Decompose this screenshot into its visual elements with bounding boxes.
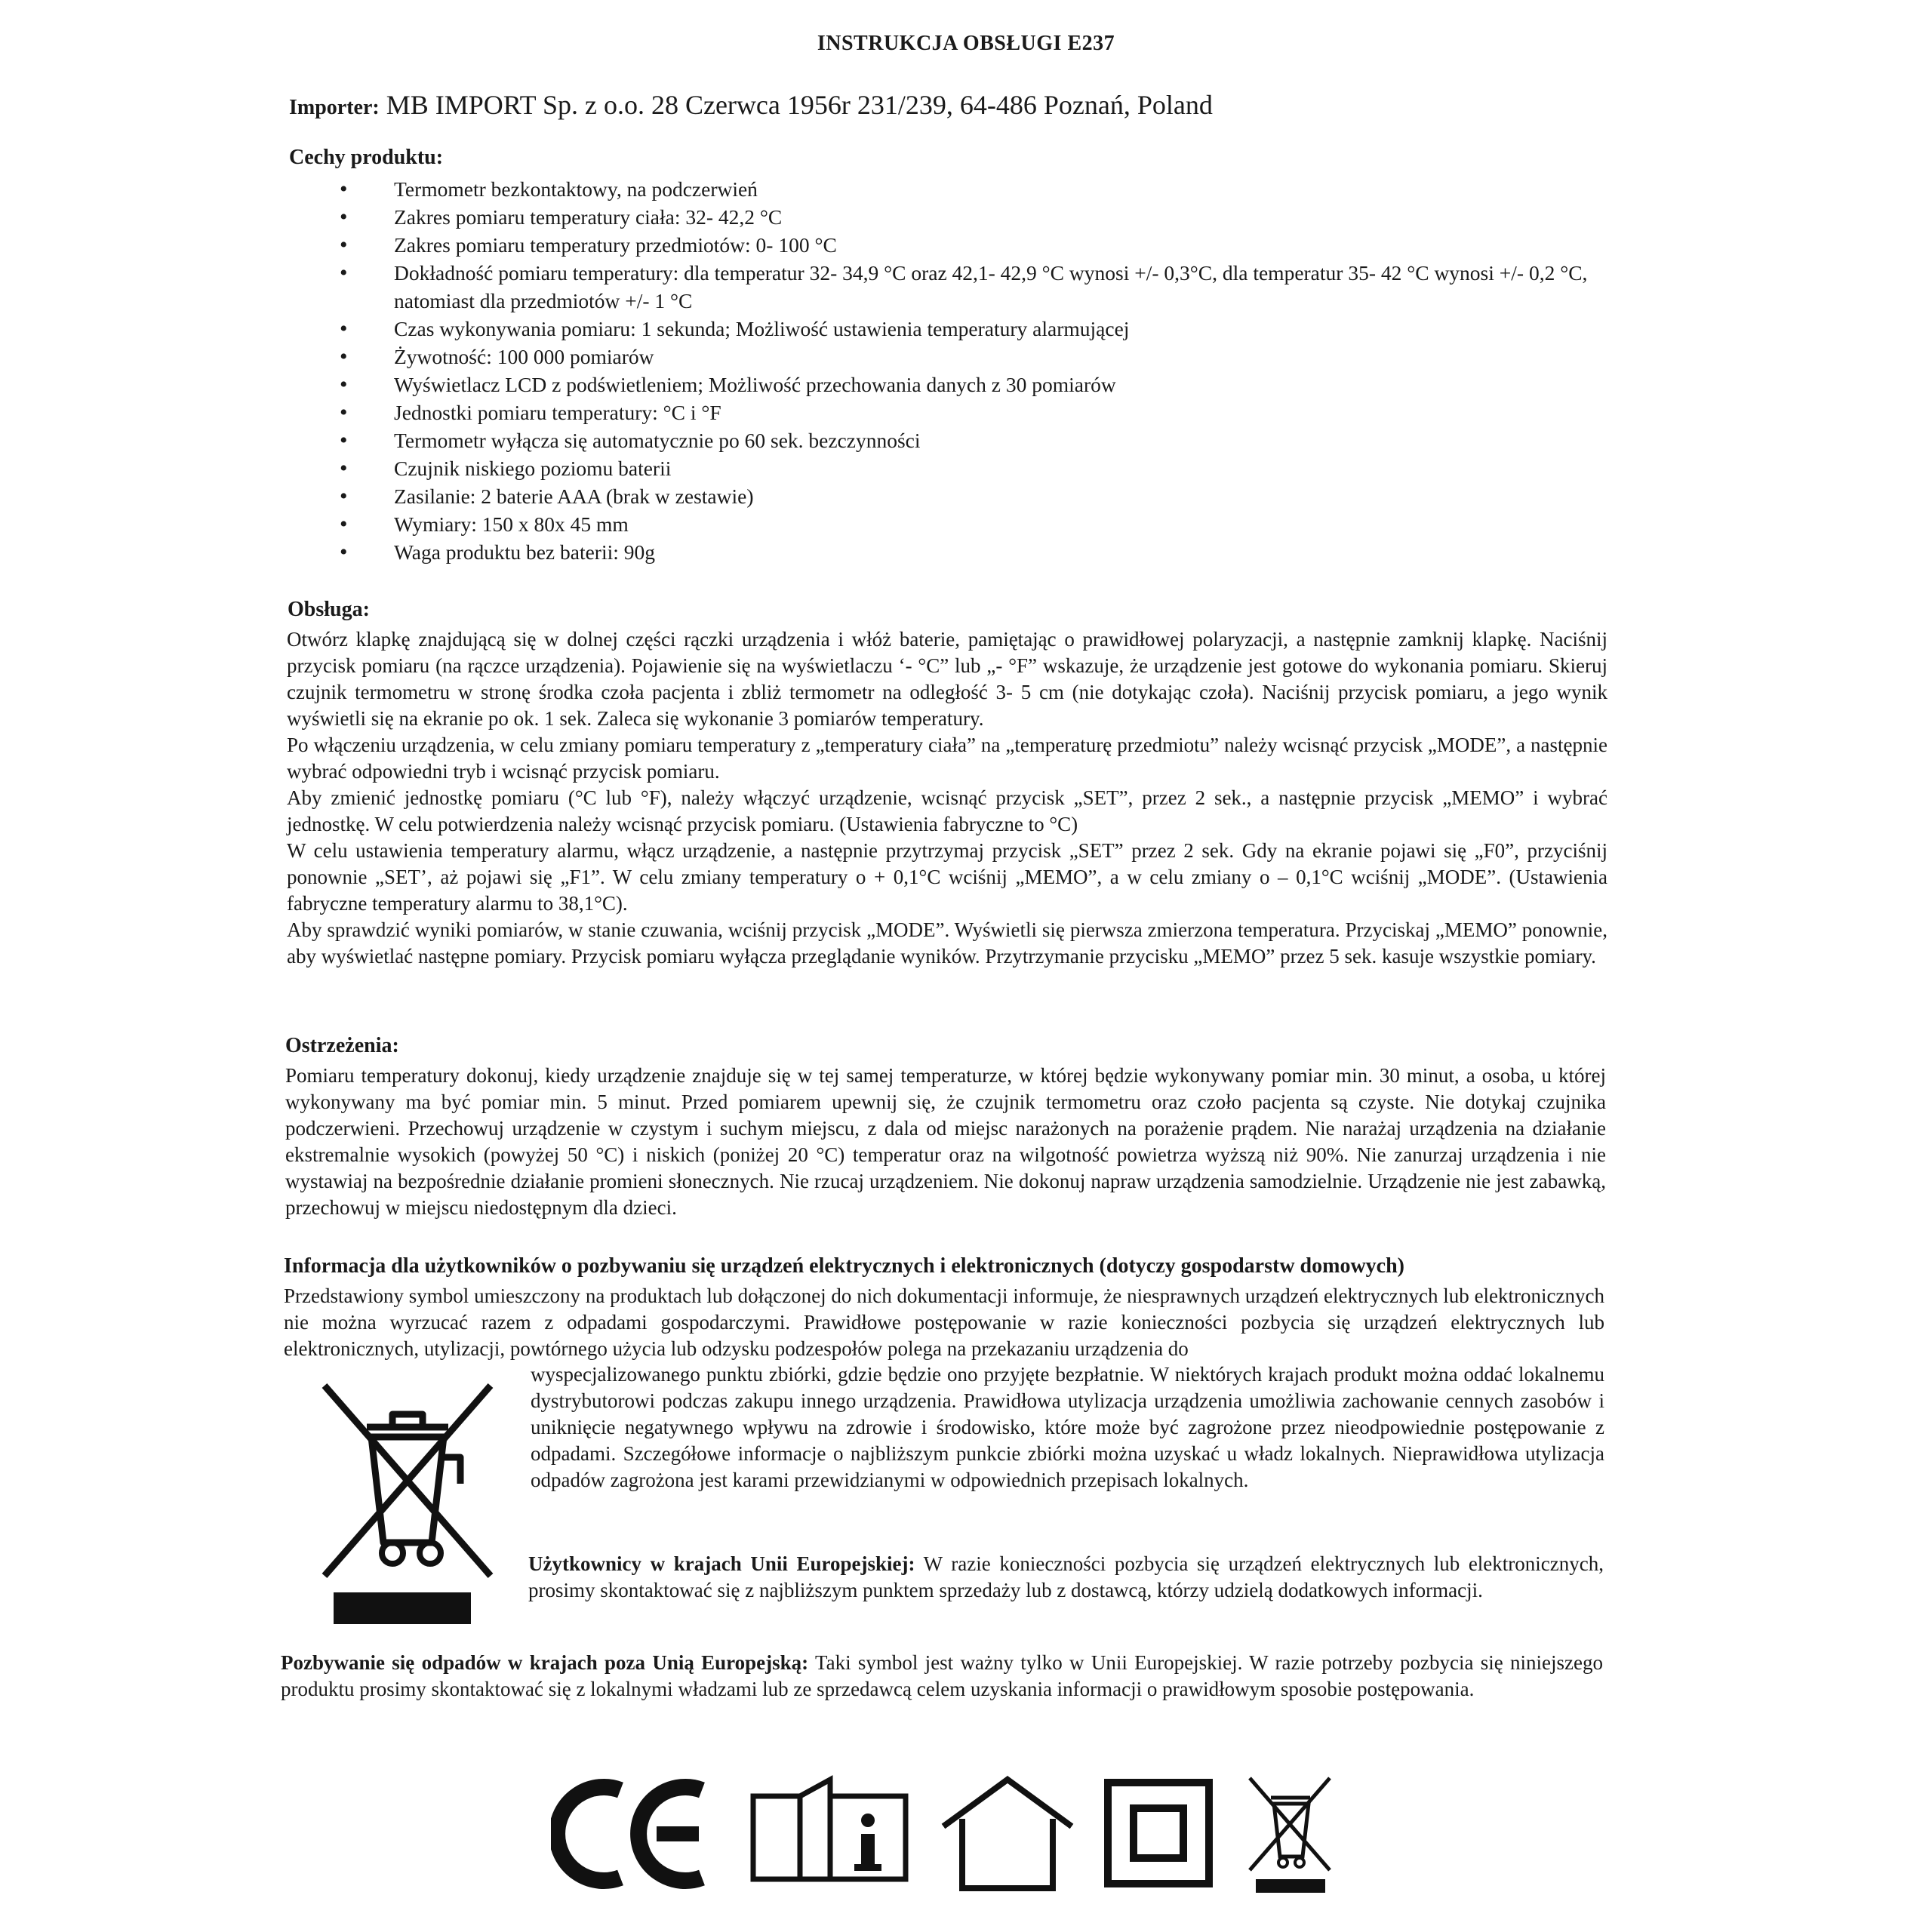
feature-item: • Waga produktu bez baterii: 90g xyxy=(340,538,1615,566)
eu-users-label: Użytkownicy w krajach Unii Europejskiej: xyxy=(528,1552,915,1575)
feature-item: • Zasilanie: 2 baterie AAA (brak w zestawie) xyxy=(340,482,1615,510)
informacja-heading: Informacja dla użytkowników o pozbywaniu się urządzeń elektrycznych i elektronicznych (dotyczy gospodarstw domowych) xyxy=(284,1254,1404,1278)
feature-item: • Wyświetlacz LCD z podświetleniem; Możliwość przechowania danych z 30 pomiarów xyxy=(340,371,1615,398)
feature-item: • Wymiary: 150 x 80x 45 mm xyxy=(340,510,1615,538)
eu-users-paragraph xyxy=(528,1551,1604,1604)
feature-item: • Dokładność pomiaru temperatury: dla temperatur 32- 34,9 °C oraz 42,1- 42,9 °C wynosi +/- 0,3°C, dla temperatur 35- 42 °C wynosi +/- 0,2 °C, natomiast dla przedmiotów +/- 1 °C xyxy=(340,259,1615,315)
feature-item: • Zakres pomiaru temperatury przedmiotów: 0- 100 °C xyxy=(340,231,1615,259)
importer-value: MB IMPORT Sp. z o.o. 28 Czerwca 1956r 231/239, 64-486 Poznań, Poland xyxy=(379,90,1213,120)
compliance-symbols xyxy=(543,1774,1343,1894)
feature-item: • Zakres pomiaru temperatury ciała: 32- 42,2 °C xyxy=(340,203,1615,231)
feature-item: • Czujnik niskiego poziomu baterii xyxy=(340,454,1615,482)
obsluga-paragraph: Aby sprawdzić wyniki pomiarów, w stanie czuwania, wciśnij przycisk „MODE”. Wyświetli się pierwsza zmierzona temperatura. Przyciskaj „MEMO” ponownie, aby wyświetlać następne pomiary. Przycisk pomiaru wyłącza przeglądanie wyników. Przytrzymanie przycisku „MEMO” przez 5 sek. kasuje wszystkie pomiary. xyxy=(287,918,1607,968)
non-eu-disposal-text: Taki symbol jest ważny tylko w Unii Europejskiej. W razie potrzeby pozbycia się niniejszego produktu prosimy skontaktować się z lokalnymi władzami lub ze sprzedawcą celem uzyskania informacji o prawidłowym sposobie postępowania. xyxy=(281,1651,1603,1700)
class-ii-icon xyxy=(1102,1774,1215,1894)
read-manual-icon xyxy=(747,1774,913,1894)
ce-mark-icon xyxy=(551,1774,709,1894)
document-title: INSTRUKCJA OBSŁUGI E237 xyxy=(817,32,1115,55)
obsluga-section xyxy=(287,626,1607,970)
feature-item: • Czas wykonywania pomiaru: 1 sekunda; Możliwość ustawienia temperatury alarmującej xyxy=(340,315,1615,343)
obsluga-paragraph: W celu ustawienia temperatury alarmu, włącz urządzenie, a następnie przytrzymaj przycisk „SET” przez 2 sek. Gdy na ekranie pojawi się „F0”, przyciśnij ponownie „SET’, aż pojawi się „F1”. W celu zmiany temperatury o + 0,1°C wciśnij „MEMO”, a w celu zmiany o – 0,1°C wciśnij „MODE”. (Ustawienia fabryczne temperatury alarmu to 38,1°C). xyxy=(287,839,1607,915)
informacja-text-2: wyspecjalizowanego punktu zbiórki, gdzie będzie ono przyjęte bezpłatnie. W niektórych krajach produkt można oddać lokalnemu dystrybutorowi podczas zakupu innego urządzenia. Prawidłowa utylizacja urządzenia umożliwia zachowanie cennych zasobów i uniknięcie negatywnego wpływu na zdrowie i środowisko, które może być zagrożone przez nieodpowiednie postępowanie z odpadami. Szczegółowe informacje o najbliższym punkcie zbiórki można uzyskać u władz lokalnych. Nieprawidłowa utylizacja odpadów zagrożona jest karami przewidzianymi w odpowiednich przepisach lokalnych. xyxy=(531,1363,1604,1491)
features-heading: Cechy produktu: xyxy=(289,146,444,169)
feature-item: • Żywotność: 100 000 pomiarów xyxy=(340,343,1615,371)
feature-item: • Termometr bezkontaktowy, na podczerwień xyxy=(340,175,1615,203)
weee-bin-icon xyxy=(317,1378,498,1627)
features-list xyxy=(340,175,1615,566)
non-eu-disposal-label: Pozbywanie się odpadów w krajach poza Unią Europejską: xyxy=(281,1651,809,1674)
feature-item: • Jednostki pomiaru temperatury: °C i °F xyxy=(340,398,1615,426)
feature-item: • Termometr wyłącza się automatycznie po 60 sek. bezczynności xyxy=(340,426,1615,454)
importer-label: Importer: xyxy=(289,96,380,119)
obsluga-paragraph: Otwórz klapkę znajdującą się w dolnej części rączki urządzenia i włóż baterie, pamiętając o prawidłowej polaryzacji, a następnie zamknij klapkę. Naciśnij przycisk pomiaru (na rączce urządzenia). Pojawienie się na wyświetlaczu ‘- °C” lub „- °F” wskazuje, że urządzenie jest gotowe do wykonania pomiaru. Skieruj czujnik termometru w stronę środka czoła pacjenta i zbliż termometr na odległość 3- 5 cm (nie dotykając czoła). Naciśnij przycisk pomiaru, a jego wynik wyświetli się na ekranie po ok. 1 sek. Zaleca się wykonanie 3 pomiarów temperatury. xyxy=(287,628,1607,730)
eu-users-text: W razie konieczności pozbycia się urządzeń elektrycznych lub elektronicznych, prosimy skontaktować się z najbliższym punktem sprzedaży lub z dostawcą, którzy udzielą dodatkowych informacji. xyxy=(528,1552,1604,1601)
weee-small-icon xyxy=(1245,1774,1336,1894)
ostrzezenia-heading: Ostrzeżenia: xyxy=(285,1034,399,1057)
obsluga-paragraph: Po włączeniu urządzenia, w celu zmiany pomiaru temperatury z „temperatury ciała” na „temperaturę przedmiotu” należy wcisnąć przycisk „MODE”, a następnie wybrać odpowiedni tryb i wcisnąć przycisk pomiaru. xyxy=(287,734,1607,783)
non-eu-disposal-paragraph xyxy=(281,1650,1603,1703)
indoor-use-icon xyxy=(936,1774,1079,1894)
obsluga-paragraph: Aby zmienić jednostkę pomiaru (°C lub °F), należy włączyć urządzenie, wcisnąć przycisk „SET”, przez 2 sek., a następnie przycisk „MEMO” i wybrać jednostkę. W celu potwierdzenia należy wcisnąć przycisk pomiaru. (Ustawienia fabryczne to °C) xyxy=(287,786,1607,835)
obsluga-heading: Obsługa: xyxy=(288,598,370,621)
ostrzezenia-text: Pomiaru temperatury dokonuj, kiedy urządzenie znajduje się w tej samej temperaturze, w której będzie wykonywany pomiar min. 30 minut, a osoba, u której wykonywany ma być pomiar min. 5 minut. Przed pomiarem upewnij się, że czujnik termometru oraz czoło pacjenta są czyste. Nie dotykaj czujnika podczerwieni. Przechowuj urządzenie w czystym i suchym miejscu, z dala od miejsc narażonych na porażenie prądem. Nie narażaj urządzenia na działanie ekstremalnie wysokich (powyżej 50 °C) i niskich (poniżej 20 °C) temperatur oraz na wilgotność powietrza wyższą niż 90%. Nie zanurzaj urządzenia i nie wystawiaj na bezpośrednie działanie promieni słonecznych. Nie rzucaj urządzeniem. Nie dokonuj napraw urządzenia samodzielnie. Urządzenie nie jest zabawką, przechowuj w miejscu niedostępnym dla dzieci. xyxy=(285,1064,1606,1219)
importer-line xyxy=(289,89,1874,121)
informacja-text-1: Przedstawiony symbol umieszczony na produktach lub dołączonej do nich dokumentacji informuje, że niesprawnych urządzeń elektrycznych lub elektronicznych nie można wyrzucać razem z odpadami gospodarczymi. Prawidłowe postępowanie w razie konieczności pozbycia się urządzeń elektrycznych lub elektronicznych, utylizacji, powtórnego użycia lub odzysku podzespołów polega na przekazaniu urządzenia do xyxy=(284,1284,1604,1360)
